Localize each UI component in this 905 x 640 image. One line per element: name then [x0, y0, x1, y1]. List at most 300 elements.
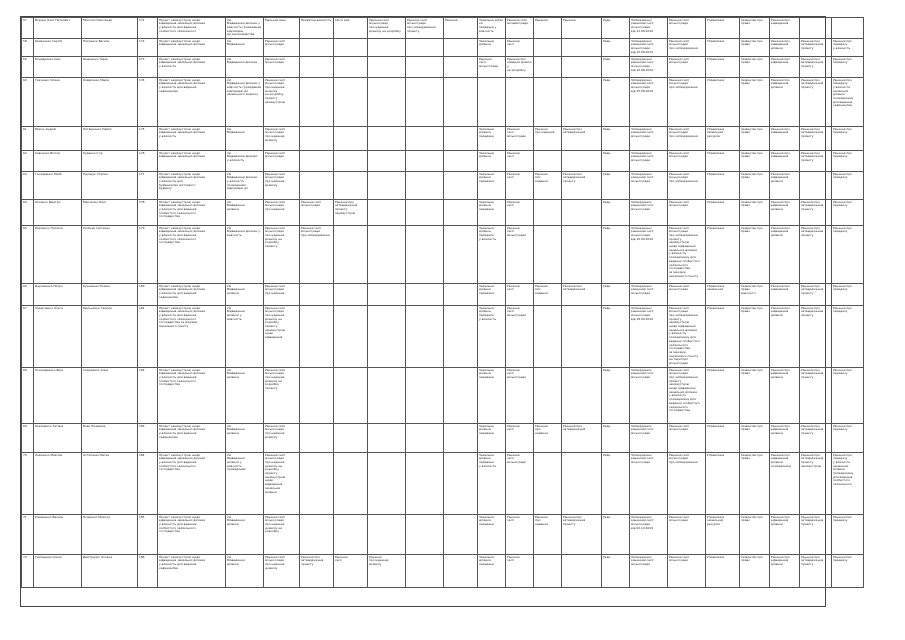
cell-text: Рішення про відведення ділянки [771, 514, 790, 526]
cell-text: Рішення про надання [535, 171, 548, 183]
table-cell [832, 453, 864, 515]
cell-text: Проект землеустрою щодо відведення земельної ділянки [159, 38, 206, 47]
table-cell [406, 453, 444, 515]
table-cell [22, 39, 34, 57]
table-cell [22, 78, 34, 127]
table-cell [534, 78, 562, 127]
table-cell [770, 515, 800, 555]
table-cell [770, 151, 800, 172]
table-cell [562, 226, 602, 284]
table-cell [138, 172, 158, 200]
cell-text: Управління [707, 367, 725, 372]
cell-text: 2м Відведення ділянки у власність громадянам [227, 452, 246, 472]
table-cell [602, 39, 630, 57]
cell-text: Рішення сесії міської ради [507, 305, 526, 317]
table-cell [740, 127, 770, 151]
table-cell [300, 172, 334, 200]
table-cell [34, 284, 82, 306]
cell-text: Свідоцтво про право [741, 56, 763, 65]
table-row [22, 39, 864, 57]
table-cell [832, 39, 864, 57]
cell-text: Рішення про затвердження проекту [801, 514, 824, 526]
cell-text: Рішення сесії міської ради про надання [265, 283, 285, 295]
table-cell [740, 57, 770, 78]
table-cell [562, 515, 602, 555]
table-cell [138, 555, 158, 588]
cell-text: 180 [139, 283, 145, 288]
cell-text: Рішення сесії місцевої ради [507, 17, 528, 26]
table-cell [478, 515, 506, 555]
cell-text: Рішення про затвердження проекту [563, 514, 586, 526]
cell-text: Рішення сесії [507, 283, 520, 292]
table-cell [740, 555, 770, 588]
table-cell [138, 226, 158, 284]
table-cell [22, 18, 34, 39]
table-cell [706, 555, 740, 588]
table-cell [334, 200, 368, 226]
cell-text: Рішення про передачу у власність [833, 38, 852, 50]
table-cell [706, 515, 740, 555]
table-cell [770, 306, 800, 368]
table-row [22, 226, 864, 284]
cell-text: Рішення сесії [335, 554, 348, 563]
cell-text: Рішення сесії міської ради [479, 56, 498, 68]
table-cell [406, 424, 444, 453]
table-cell [34, 57, 82, 78]
table-cell [368, 515, 406, 555]
table-row [22, 515, 864, 555]
cell-text: 58 [23, 38, 27, 43]
table-cell [706, 226, 740, 284]
table-cell [22, 306, 34, 368]
cell-text: 57 [23, 17, 27, 22]
table-cell [264, 515, 300, 555]
cell-text: Затверджено рішенням сесії міської ради [631, 150, 654, 162]
table-cell [770, 127, 800, 151]
table-cell [740, 284, 770, 306]
cell-text: Рішення сесії міської ради [265, 56, 285, 65]
table-cell [22, 127, 34, 151]
cell-text: Рішення про передачу у власність земельної ділянки громадянину для ведення садівництва [833, 77, 854, 108]
cell-text: Свідоцтво про право [741, 367, 763, 376]
cell-text: Лисенко Дмитро [35, 199, 61, 204]
table-cell [444, 368, 478, 424]
cell-text: Ради [603, 126, 611, 131]
table-cell [602, 151, 630, 172]
cell-text: Рішення про затвердження проекту [801, 423, 824, 435]
cell-text: Управління земельних ресурсів [707, 514, 725, 526]
table-cell [300, 151, 334, 172]
cell-text: Земельна ділянка передана у власність [479, 305, 497, 321]
table-cell [770, 424, 800, 453]
table-cell [158, 78, 226, 127]
table-cell [506, 127, 534, 151]
cell-text: Рішення сесії міської ради [507, 126, 526, 138]
table-cell [630, 78, 668, 127]
cell-text: Рішення про надання дозволу на розробку [507, 56, 532, 72]
cell-text: Рішення про затвердження проекту [301, 554, 324, 566]
cell-text: Рішення про відведення ділянки [771, 305, 790, 317]
cell-text: Рішення про затвердження проекту [801, 367, 824, 379]
table-cell [800, 424, 832, 453]
table-cell [602, 200, 630, 226]
table-cell [506, 424, 534, 453]
table-cell [444, 515, 478, 555]
table-cell [630, 453, 668, 515]
cell-text: Управління [707, 38, 725, 43]
table-cell [82, 172, 138, 200]
cell-text: Рішення про затвердження проекту [801, 283, 824, 295]
table-cell [444, 151, 478, 172]
table-cell [444, 453, 478, 515]
table-cell [770, 368, 800, 424]
table-cell [506, 284, 534, 306]
table-cell [706, 78, 740, 127]
cell-text: Остапенко Євген [83, 452, 110, 457]
cell-text: Рішення сесії міської ради про надання дозволу [265, 423, 285, 439]
cell-text: Мороз Андрій [35, 126, 56, 131]
table-cell [800, 127, 832, 151]
cell-text: Управління [707, 77, 725, 82]
table-cell [334, 172, 368, 200]
cell-text: Затверджено рішенням сесії міської ради від 18.09.2019 [631, 305, 654, 321]
table-cell [562, 368, 602, 424]
table-cell [800, 57, 832, 78]
cell-text: Рішення про передачу [833, 367, 852, 376]
cell-text: Рішення [563, 17, 576, 22]
table-cell [668, 172, 706, 200]
table-cell [264, 127, 300, 151]
cell-text: Дорошенко Петро [35, 283, 63, 288]
table-cell [562, 284, 602, 306]
cell-text: Руденко Ігор [83, 150, 103, 155]
cell-text: 67 [23, 305, 27, 310]
cell-text: Рішення про передачу [833, 305, 852, 314]
cell-text: Рішення про затвердження проекту [801, 225, 824, 237]
table-cell [158, 306, 226, 368]
table-body [22, 18, 864, 588]
table-cell [668, 515, 706, 555]
cell-text: Рішення сесії міської ради про надання [265, 199, 285, 211]
table-cell [226, 515, 264, 555]
cell-text: Земельна ділянка передана у власність [479, 452, 497, 468]
table-cell [22, 284, 34, 306]
table-cell [300, 18, 334, 39]
table-row [22, 78, 864, 127]
table-cell [82, 306, 138, 368]
cell-text: Свідоцтво про право [741, 17, 763, 26]
cell-text: Вовк Людмила [83, 423, 106, 428]
cell-text: 62 [23, 150, 27, 155]
cell-text: Проект землеустрою щодо відведення земельної ділянки у власність для ведення садівництва [159, 554, 206, 570]
table-cell [562, 555, 602, 588]
table-cell [138, 39, 158, 57]
table-cell [226, 151, 264, 172]
table-cell [478, 172, 506, 200]
table-cell [506, 555, 534, 588]
table-cell [334, 151, 368, 172]
table-cell [478, 151, 506, 172]
cell-text: Проект землеустрою щодо відведення земельної ділянки у власність для ведення садівництва [159, 423, 206, 439]
table-cell [706, 57, 740, 78]
cell-text: Ради [603, 305, 611, 310]
table-cell [82, 39, 138, 57]
table-cell [562, 200, 602, 226]
cell-text: Рішення сесії міської ради про затвердження [669, 77, 698, 89]
cell-text: Ворони Олег Петрович [35, 17, 70, 22]
table-cell [226, 172, 264, 200]
cell-text: Рішення про затвердження проекту [801, 554, 824, 566]
cell-text: Рішення про відведення [771, 56, 790, 65]
table-cell [444, 555, 478, 588]
table-cell [22, 226, 34, 284]
table-cell [534, 284, 562, 306]
table-cell [34, 172, 82, 200]
table-cell [668, 306, 706, 368]
cell-text: Рішення про відведення [771, 17, 790, 26]
cell-text: 171 [139, 17, 145, 22]
table-cell [770, 555, 800, 588]
table-cell [368, 200, 406, 226]
cell-text: Рішення [535, 17, 548, 22]
cell-text: Рішення про відведення ділянки [771, 225, 790, 237]
table-cell [138, 151, 158, 172]
table-cell [630, 172, 668, 200]
table-cell [534, 368, 562, 424]
cell-text: Земельна ділянка передана [479, 171, 494, 183]
cell-text: Ткаченко Олена [35, 77, 60, 82]
table-cell [800, 18, 832, 39]
table-cell [832, 200, 864, 226]
table-cell [22, 151, 34, 172]
table-cell [82, 127, 138, 151]
table-cell [630, 127, 668, 151]
cell-text: 68 [23, 367, 27, 372]
cell-text: Рішення сесії міської ради [507, 225, 526, 237]
table-cell [368, 284, 406, 306]
table-cell [800, 226, 832, 284]
table-cell [334, 78, 368, 127]
cell-text: Мельник Іван [265, 17, 286, 22]
table-cell [334, 424, 368, 453]
table-cell [770, 172, 800, 200]
table-cell [630, 226, 668, 284]
cell-text: Рішення про затвердження проекту землеустрою [335, 199, 358, 215]
cell-text: Рішення [445, 17, 458, 22]
table-cell [82, 78, 138, 127]
table-cell [668, 18, 706, 39]
table-cell [406, 284, 444, 306]
cell-text: Рішення сесії міської ради про затвердження [301, 225, 330, 237]
table-cell [22, 200, 34, 226]
table-cell [82, 57, 138, 78]
register-sheet [20, 16, 854, 607]
table-cell [406, 127, 444, 151]
table-cell [562, 57, 602, 78]
cell-text: Поліщук Степан [83, 171, 108, 176]
cell-text: Земельна ділянка передана [479, 199, 494, 211]
cell-text: Затверджено рішенням сесії міської ради від 12.08.2019 [631, 17, 654, 33]
cell-text: Рішення про передачу [833, 150, 852, 159]
table-cell [832, 151, 864, 172]
table-cell [562, 306, 602, 368]
cell-text: Свідоцтво про право [741, 199, 763, 208]
table-cell [158, 172, 226, 200]
cell-text: Рішення сесії міської ради про надання дозволу на розробку [265, 514, 285, 534]
cell-text: 70 [23, 452, 27, 457]
cell-text: Рішення сесії міської ради про надання дозволу на розробку проекту [265, 367, 285, 391]
cell-text: 2м Відведення ділянки у власність громадянам відповідно до [227, 171, 258, 191]
cell-text: Тимошенко Ірина [35, 554, 62, 559]
cell-text: Ради [603, 225, 611, 230]
table-cell [444, 39, 478, 57]
cell-text: 185 [139, 514, 145, 519]
table-cell [706, 284, 740, 306]
table-cell [740, 151, 770, 172]
cell-text: Проект землеустрою щодо відведення земельної ділянки у власність для ведення садівництва [159, 77, 206, 93]
table-cell [138, 127, 158, 151]
table-cell [368, 172, 406, 200]
table-cell [334, 453, 368, 515]
table-row [22, 306, 864, 368]
cell-text: 2м Відведення ділянки у власність [227, 305, 245, 321]
table-cell [444, 284, 478, 306]
cell-text: 63 [23, 171, 27, 176]
table-cell [138, 200, 158, 226]
table-cell [138, 515, 158, 555]
table-cell [300, 424, 334, 453]
cell-text: Рішення сесії міської ради про затвердження проекту землеустрою щодо відведення земельної ділянки у власність громадянину для ведення особистого селянського господарства [669, 367, 700, 413]
cell-text: Яковенко Микола [83, 514, 110, 519]
cell-text: Свідоцтво про право [741, 126, 763, 135]
cell-text: Рішення про відведення ділянки [771, 171, 790, 183]
table-row [22, 453, 864, 515]
cell-text: Ради [603, 199, 611, 204]
table-cell [562, 172, 602, 200]
cell-text: Рішення про затвердження проекту [801, 126, 824, 138]
table-cell [534, 172, 562, 200]
table-cell [334, 306, 368, 368]
cell-text: 2м Відведення ділянки [227, 283, 245, 295]
cell-text: Рішення сесії міської ради [507, 367, 526, 379]
table-cell [300, 555, 334, 588]
cell-text: Рішення про затвердження [563, 423, 586, 432]
cell-text: Рішення сесії міської ради про затвердження проекту [407, 17, 436, 33]
table-cell [740, 172, 770, 200]
cell-text: Рішення сесії [507, 199, 520, 208]
cell-text: 2м Відведення ділянки у власність громадянам відповідно до законодавства [227, 17, 262, 37]
cell-text: Земельна ділянка [479, 38, 494, 47]
table-cell [706, 424, 740, 453]
cell-text: 2м Відведення [227, 126, 245, 135]
cell-text: Свідоцтво про право [741, 554, 763, 563]
cell-text: Кравченко Сергій [35, 38, 63, 43]
table-cell [226, 306, 264, 368]
table-row [22, 368, 864, 424]
table-cell [368, 57, 406, 78]
table-cell [478, 284, 506, 306]
table-cell [706, 453, 740, 515]
table-cell [832, 555, 864, 588]
table-cell [444, 200, 478, 226]
table-cell [534, 515, 562, 555]
table-cell [300, 368, 334, 424]
cell-text: Рішення сесії міської ради про надання дозволу [265, 171, 285, 187]
table-cell [506, 78, 534, 127]
cell-text: Ради [603, 514, 611, 519]
cell-text: 60 [23, 77, 27, 82]
cell-text: Ради [603, 367, 611, 372]
cell-text: Рішення про затвердження проекту [801, 38, 824, 50]
table-cell [630, 39, 668, 57]
table-cell [832, 172, 864, 200]
table-cell [832, 515, 864, 555]
cell-text: Затверджено рішенням сесії міської ради [631, 554, 654, 566]
cell-text: Рішення про затвердження проекту землеустрою [801, 452, 824, 468]
table-cell [478, 368, 506, 424]
table-cell [602, 453, 630, 515]
cell-text: Рішення про затвердження проекту [563, 171, 586, 183]
table-cell [226, 39, 264, 57]
cell-text: Земельна ділянка передана у власність [479, 225, 497, 241]
table-cell [740, 453, 770, 515]
table-cell [368, 306, 406, 368]
table-cell [668, 127, 706, 151]
cell-text: 2м Відведення ділянки [227, 423, 245, 435]
table-cell [668, 151, 706, 172]
table-cell [368, 453, 406, 515]
table-cell [562, 424, 602, 453]
cell-text: Управління [707, 199, 725, 204]
cell-text: 182 [139, 367, 145, 372]
cell-text: Карпенко Наталія [35, 225, 63, 230]
cell-text: Рішення про відведення [771, 126, 790, 135]
table-cell [264, 453, 300, 515]
table-cell [334, 39, 368, 57]
table-cell [630, 284, 668, 306]
cell-text: Ради [603, 77, 611, 82]
table-cell [630, 555, 668, 588]
cell-text: Проект землеустрою щодо відведення земельної ділянки у власність для ведення особистого селянського господарства [159, 514, 206, 534]
table-cell [34, 555, 82, 588]
cell-text: Рішення про затвердження проекту [801, 77, 824, 89]
table-row [22, 284, 864, 306]
table-cell [444, 78, 478, 127]
cell-text: 178 [139, 199, 145, 204]
cell-text: Рішення сесії міської ради про затвердження [669, 171, 698, 183]
table-row [22, 424, 864, 453]
table-cell [406, 57, 444, 78]
table-cell [226, 368, 264, 424]
table-cell [668, 555, 706, 588]
cell-text: 2м Відведення ділянки [227, 514, 245, 526]
table-cell [300, 226, 334, 284]
cell-text: 61 [23, 126, 27, 131]
table-cell [832, 226, 864, 284]
table-cell [406, 172, 444, 200]
table-cell [158, 18, 226, 39]
table-cell [444, 18, 478, 39]
table-cell [138, 424, 158, 453]
table-cell [406, 226, 444, 284]
cell-text: 59 [23, 56, 27, 61]
cell-text: Кузьменко Роман [83, 283, 110, 288]
table-cell [506, 151, 534, 172]
table-cell [158, 226, 226, 284]
table-cell [630, 57, 668, 78]
table-cell [34, 78, 82, 127]
cell-text: Рішення сесії [507, 554, 520, 563]
